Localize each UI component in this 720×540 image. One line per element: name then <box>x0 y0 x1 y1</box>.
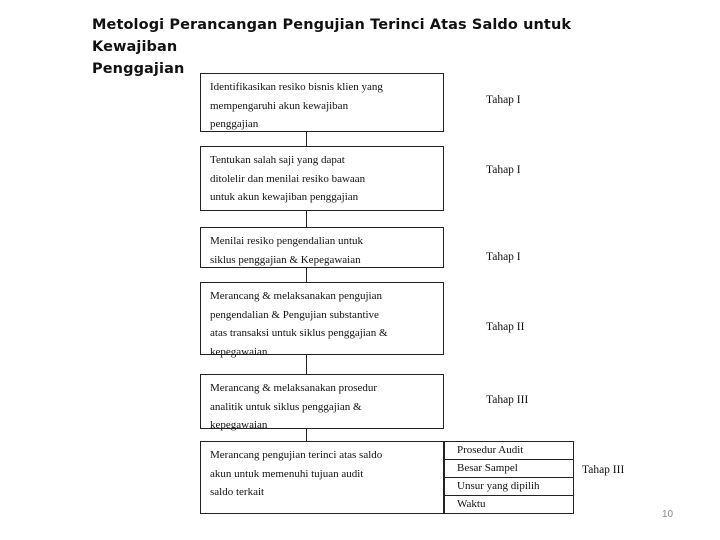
step-1-line-2: mempengaruhi akun kewajiban <box>210 99 349 112</box>
diagram-title <box>92 14 652 80</box>
step-1-line-1: Identifikasikan resiko bisnis klien yang <box>210 81 383 93</box>
step-6-line-1: Merancang pengujian terinci atas saldo <box>210 449 383 461</box>
step-4-line-1: Merancang & melaksanakan pengujian <box>210 290 382 302</box>
connector-3-4 <box>306 268 307 282</box>
step-1-line-3: penggajian <box>210 118 259 130</box>
step-3-line-2: siklus penggajian & Kepegawaian <box>210 253 361 266</box>
step-6-line-3: saldo terkait <box>210 486 265 498</box>
step-5-line-2: analitik untuk siklus penggajian & <box>210 400 362 413</box>
step-5-stage-label: Tahap III <box>486 394 529 406</box>
step-5-line-3: kepegawaian <box>210 419 268 431</box>
step-6-line-2: akun untuk memenuhi tujuan audit <box>210 467 364 480</box>
step-4-line-4: kepegawaian <box>210 345 268 358</box>
step-5-line-1: Merancang & melaksanakan prosedur <box>210 382 378 394</box>
step-4-line-3: atas transaksi untuk siklus penggajian & <box>210 327 388 339</box>
connector-5-6 <box>306 429 307 441</box>
connector-2-3 <box>306 211 307 227</box>
step-2-stage-label: Tahap I <box>486 164 521 176</box>
step-2-line-1: Tentukan salah saji yang dapat <box>210 154 345 166</box>
step-box-4 <box>200 282 444 358</box>
step-box-1 <box>200 73 444 132</box>
step-6-stage-label: Tahap III <box>582 464 625 476</box>
audit-details-box <box>444 441 574 514</box>
side-item-besar-sampel: Besar Sampel <box>445 460 573 478</box>
step-1-stage-label: Tahap I <box>486 94 521 106</box>
step-2-line-2: ditolelir dan menilai resiko bawaan <box>210 172 366 185</box>
connector-1-2 <box>306 132 307 146</box>
step-box-2 <box>200 146 444 211</box>
side-item-waktu: Waktu <box>457 498 486 510</box>
connector-4-5 <box>306 355 307 374</box>
page-number: 10 <box>662 509 674 520</box>
title-line-2: Penggajian <box>92 61 185 77</box>
title-line-1: Metologi Perancangan Pengujian Terinci Atas Saldo untuk Kewajiban <box>92 17 572 55</box>
step-4-stage-label: Tahap II <box>486 321 525 333</box>
side-item-prosedur-audit: Prosedur Audit <box>445 442 573 460</box>
step-box-6 <box>200 441 444 514</box>
side-item-unsur-dipilih: Unsur yang dipilih <box>445 478 573 496</box>
step-4-line-2: pengendalian & Pengujian substantive <box>210 308 379 321</box>
step-3-stage-label: Tahap I <box>486 251 521 263</box>
step-2-line-3: untuk akun kewajiban penggajian <box>210 191 359 203</box>
step-box-3 <box>200 227 444 268</box>
step-box-5 <box>200 374 444 429</box>
step-3-line-1: Menilai resiko pengendalian untuk <box>210 235 364 247</box>
